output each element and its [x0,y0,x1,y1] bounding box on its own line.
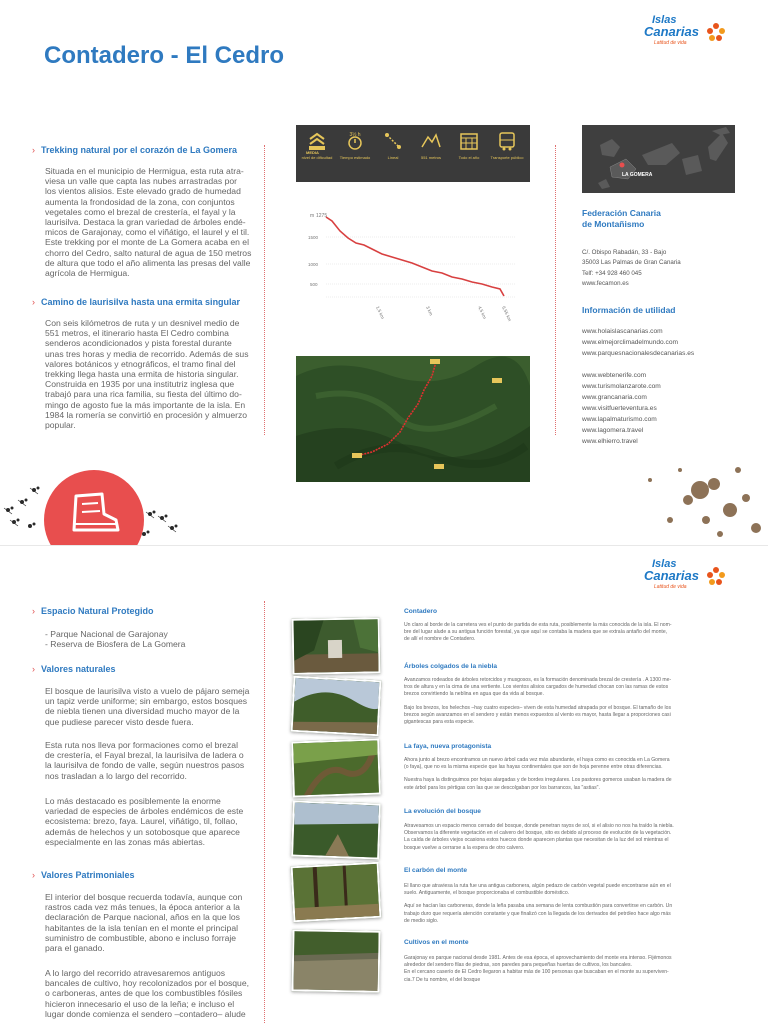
strip-item-time [338,131,372,160]
federation-heading: Federación Canaria de Montañismo [582,208,661,229]
stopwatch-icon [344,131,366,151]
strip-item-transport [490,131,524,160]
trail-photo [291,929,380,993]
logo-line1: Islas [652,558,677,570]
logo-tagline: Latitud de vida [654,584,687,590]
chevron-right-icon: › [32,297,35,307]
canarias-flower-icon [706,566,726,586]
y-tick-label: 1000 [308,262,319,267]
valores-patrimoniales-p1: El interior del bosque recuerda todavía, aunque con rastros cada vez más tenues, la época anterior a la declaración de Parque nacional, años en la que los habitantes de la isla tenían en el monte el principal suministro de combustible, abono e incluso forraje para el ganado. [45,892,243,954]
heading-contadero: Contadero [404,608,437,615]
trail-photo [292,617,381,675]
federation-address: C/. Obispo Rabadán, 33 - Bajo 35003 Las Palmas de Gran Canaria Telf: +34 928 460 045 www.fecamon.es [582,248,681,290]
elevation-profile-chart [296,205,530,343]
heading-evolucion: La evolución del bosque [404,808,481,815]
x-tick-label: 6,55 km [501,305,513,322]
text-carbon: El llano que atraviesa la ruta fue una antigua carbonera, algún pedazo de carbón vegetal puede encontrarse aún en el suelo. Antiguamente, el bosque proporcionaba el combustible doméstico. Aquí se hacían las carboneras, donde la leña pasaba una semana de lenta combustión para convertirse en carbón. Un trabajo duro que requería atención constante y que finalizó con la llegada de los derivados del petróleo hace algo más de medio siglo. [404,883,673,924]
text-evolucion: Atravesamos un espacio menos cerrado del bosque, donde penetran rayos de sol, si el alisio no nos ha traído la niebla. Observamos la diferente vegetación en el calvero del bosque, sito es debido al proceso de evolución de la vegetación. La caída de árboles viejos ocasiona estos huecos donde aparecen plantas que necesitan de la luz del sol mientras el bosque vuelve a cerrarse a la espera de otro calvero. [404,823,674,851]
y-unit-label: m [310,213,315,219]
info-link[interactable]: www.lagomera.travel [582,427,644,434]
info-heading: Información de utilidad [582,305,676,315]
heading-text: Trekking natural por el corazón de La Gomera [41,145,238,155]
section-heading-trekking [32,145,237,155]
logo-tagline: Latitud de vida [654,40,687,46]
ant-trail-left-decoration [0,478,190,545]
heading-text: Espacio Natural Protegido [41,606,154,616]
strip-item-route-type [376,131,410,160]
text-cultivos: Garajonay es parque nacional desde 1981. Antes de esa época, el aprovechamiento del monte era intenso. Fijémonos alrededor del sendero filas de piedras, son paredes para pequeñas huertas de cultivos, los bancales. En el cercano caserío de El Cedro llegaron a habitar más de 100 personas que buscaban en el monte su superviven- cia.7 De tu nombre, el del bosque [404,955,672,983]
y-tick-label: 1500 [308,235,319,240]
trekking-paragraph: Situada en el municipio de Hermigua, esta ruta atra- viesa un valle que capta las nubes arrastradas por los vientos alisios. Este elevado grado de humedad aumenta la frondosidad de la zona, con conjuntos vegetales como el brezal de crestería, el fayal y la laurisilva. Destaca la gran variedad de árboles endé- micos de Garajonay, como el viñátigo, el laurel y el til. Este trekking por el monte de La Gomera acaba en el chorro del Cedro, salto natural de agua de 150 metros de altura que todo el año alimenta las presas del valle agrícola de Hermigua. [45,166,252,279]
route-info-strip [296,125,530,182]
heading-faya: La faya, nueva protagonista [404,743,492,750]
info-link[interactable]: www.parquesnacionalesdecanarias.es [582,350,695,357]
column-divider [264,601,265,1024]
route-icon [382,131,404,151]
y-tick-label: 500 [310,282,318,287]
logo-line2: Canarias [644,24,699,39]
canary-islands-mini-map [582,125,735,193]
info-link[interactable]: www.lapalmaturismo.com [582,416,657,423]
forest-photo-art [293,931,380,992]
terrain-texture [296,356,530,482]
islas-canarias-logo [640,556,732,592]
valores-naturales-p2: Esta ruta nos lleva por formaciones como el brezal de crestería, el Fayal brezal, la laurisilva de ladera o la laurisilva de fondo de valle, según nuestros pasos nos trasladan a lo largo del recorrido. [45,740,245,781]
camino-paragraph: Con seis kilómetros de ruta y un desnivel medio de 551 metros, el itinerario hasta El Cedro combina senderos acondicionados y pista forestal durante unas tres horas y media de recorrido. Además de sus valores botánicos y etnográficos, el tramo final del trekking llega hasta una ermita de historia singular. Construida en 1935 por una institutriz inglesa que trabajó para una rica familia, su fiesta del último do- mingo de agosto fue la más importante de la isla. En 1984 la romería se convirtió en procesión y almuerzo popular. [45,318,249,431]
info-link[interactable]: www.grancanaria.com [582,394,647,401]
svg-text:3½ h: 3½ h [349,132,361,138]
info-links-group-a [582,326,694,359]
info-link[interactable]: www.elmejorclimadelmundo.com [582,339,679,346]
column-divider [555,145,556,435]
section-heading-valores-naturales [32,664,116,674]
x-tick-label: 3 km [425,305,434,317]
heading-arboles-niebla: Árboles colgados de la niebla [404,663,498,670]
page-two [0,545,768,1024]
heading-text: Valores naturales [41,664,116,674]
valores-naturales-p3: Lo más destacado es posiblemente la enorme variedad de especies de árboles endémicos de este ecosistema: brezo, faya. Laurel, viñátigo, til, follao, además de helechos y un sotobosque que aparece especialmente en las zonas más abiertas. [45,796,244,847]
mountain-icon [420,131,442,151]
text-contadero: Un claro al borde de la carretera ves el punto de partida de esta ruta, posiblemente la más conocida de la isla. El nom- bre del lugar alude a su antigua función forestal, ya que aquí se contaba la madera que se extraía antaño del monte, de allí el nombre de Contadero. [404,622,672,643]
heading-text: Valores Patrimoniales [41,870,135,880]
federation-link[interactable]: www.fecamon.es [582,280,629,288]
logo-line2: Canarias [644,568,699,583]
route-aerial-map [296,356,530,482]
forest-photo-art [293,740,381,797]
info-link[interactable]: www.holaislascanarias.com [582,328,663,335]
forest-photo-art [294,619,381,675]
info-link[interactable]: www.webtenerife.com [582,372,647,379]
strip-item-season [452,131,486,160]
trail-photo [291,676,382,737]
islas-canarias-logo [640,12,732,48]
chevron-right-icon: › [32,606,35,616]
forest-photo-art [292,678,381,736]
trail-photo [291,738,381,797]
heading-cultivos: Cultivos en el monte [404,939,469,946]
section-heading-valores-patrimoniales [32,870,135,880]
strip-label: nivel de dificultad [301,155,333,160]
strip-label: Lineal [387,155,399,160]
strip-label: Todo el año [458,155,480,160]
section-heading-camino [32,297,240,307]
trail-photo [291,800,381,859]
x-tick-label: 4,5 km [477,305,488,320]
strip-label: Tiempo estimado [339,155,371,160]
start-elevation-label: 1275 [316,213,328,219]
heading-text: Camino de laurisilva hasta una ermita singular [41,297,241,307]
strip-item-difficulty [300,131,334,160]
info-link[interactable]: www.visitfuerteventura.es [582,405,657,412]
section-heading-espacio [32,606,154,616]
heading-carbon: El carbón del monte [404,867,468,874]
islands-outline [582,125,735,193]
info-link[interactable]: www.turismolanzarote.com [582,383,661,390]
text-faya: Ahora junto al brezo encontramos un nuevo árbol cada vez más abundante, el haya como es conocida en La Gomera (o faya), que no es la misma especie que las hayas continentales que son de hoja perenne entre otras diferencias. Nuestra haya la distinguimos por hojas alargadas y de bordes irregulares. Los pastores gomeros usaban la madera de este árbol para los pértigas con las que se descolgaban por los barrancos, las "astias". [404,757,672,791]
valores-naturales-p1: El bosque de laurisilva visto a vuelo de pájaro semeja un tapiz verde uniforme; sin embargo, estos bosques de niebla tienen una diversidad mucho mayor de la que pudiese parecer visto desde fuera. [45,686,250,727]
info-links-group-b [582,370,661,447]
calendar-icon [458,131,480,151]
difficulty-badge: MEDIA [306,150,319,155]
chevron-right-icon: › [32,664,35,674]
canarias-flower-icon [706,22,726,42]
column-divider [264,145,265,435]
dirt-splatter-decoration [610,440,768,545]
trail-photo [291,862,382,923]
strip-label: 551 metros [420,155,441,160]
info-link[interactable]: www.elhierro.travel [582,438,638,445]
logo-line1: Islas [652,14,677,26]
chevron-right-icon: › [32,870,35,880]
text-arboles-niebla: Avanzamos rodeados de árboles retorcidos y musgosos, es la formación denominada brezal de crestería . A 1300 me- tros de altura y en la cima de una vertiente. Los vientos alisios cargados de humedad chocan con las ramas de estos brezos convirtiendo la neblina en agua que da vida al bosque. Bajo los brezos, los helechos –hay cuatro especies– viven de esta humedad atrapada por el bosque. El tamaño de los brezos según avanzamos en el sendero y están menos expuestos al viento es mayor, hasta llegar a proporciones casi gigantescas para esta especie. [404,677,672,726]
strip-item-elevation [414,131,448,160]
forest-photo-art [293,803,381,860]
chevron-level-icon [306,131,328,151]
x-tick-label: 1,5 km [375,305,386,320]
mini-map-label: LA GOMERA [622,172,653,178]
espacio-list: - Parque Nacional de Garajonay - Reserva de Biosfera de La Gomera [45,629,186,650]
chevron-right-icon: › [32,145,35,155]
valores-patrimoniales-p2: A lo largo del recorrido atravesaremos antiguos bancales de cultivo, hoy recolonizados por el bosque, o carboneras, antes de que los combustibles fósiles hicieron innecesario el uso de la leña; e incluso el lugar donde comienza el sendero –contadero– alude [45,968,249,1019]
page-title: Contadero - El Cedro [44,42,285,69]
forest-photo-art [293,864,382,923]
strip-label: Transporte público [490,155,524,160]
bus-icon [496,131,518,151]
